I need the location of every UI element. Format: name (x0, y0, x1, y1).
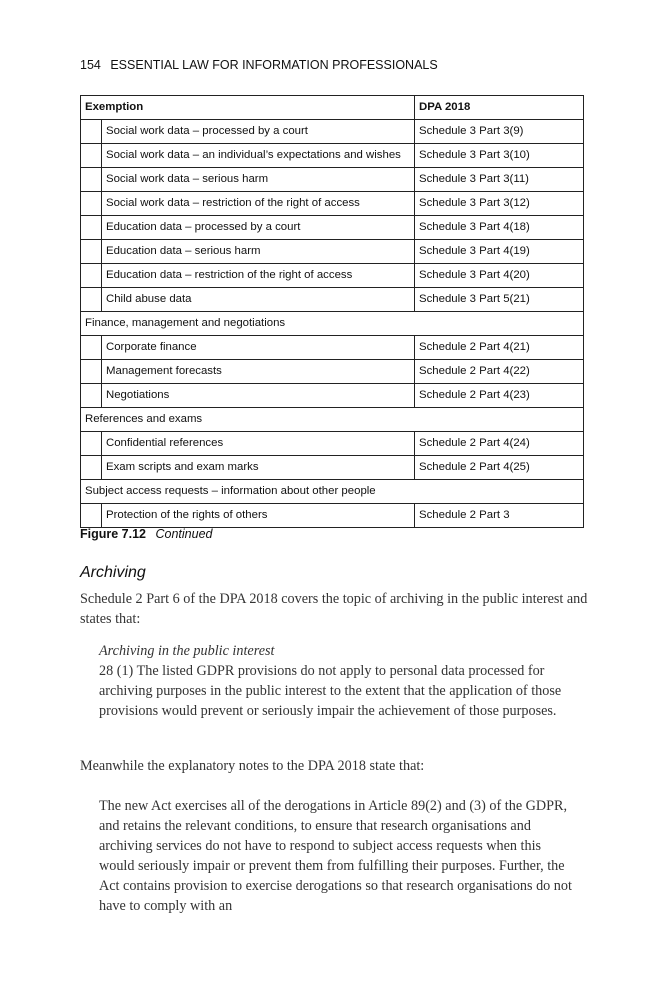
dpa-reference-cell: Schedule 3 Part 3(9) (415, 120, 584, 144)
dpa-reference-cell: Schedule 3 Part 4(18) (415, 216, 584, 240)
indent-cell (81, 336, 102, 360)
dpa-reference-cell: Schedule 2 Part 4(21) (415, 336, 584, 360)
dpa-reference-cell: Schedule 3 Part 4(20) (415, 264, 584, 288)
indent-cell (81, 168, 102, 192)
dpa-reference-cell: Schedule 3 Part 3(12) (415, 192, 584, 216)
running-title: ESSENTIAL LAW FOR INFORMATION PROFESSIONALS (110, 58, 438, 72)
figure-caption-text: Continued (155, 527, 213, 541)
indent-cell (81, 120, 102, 144)
dpa-reference-cell: Schedule 2 Part 4(25) (415, 456, 584, 480)
exemptions-table (80, 95, 584, 528)
indent-cell (81, 504, 102, 528)
exemption-cell: Education data – processed by a court (102, 216, 415, 240)
indent-cell (81, 456, 102, 480)
group-label: Subject access requests – information about other people (81, 480, 584, 504)
table-group-row (81, 408, 584, 432)
block-quote (99, 641, 579, 721)
figure-caption (80, 527, 212, 541)
dpa-reference-cell: Schedule 2 Part 4(22) (415, 360, 584, 384)
group-label: References and exams (81, 408, 584, 432)
table-row (81, 456, 584, 480)
quote-body: 28 (1) The listed GDPR provisions do not apply to personal data processed for archiving purposes in the public interest to the extent that the application of those provisions would prevent or seriously impair the achievement of those purposes. (99, 663, 562, 719)
exemption-cell: Social work data – restriction of the right of access (102, 192, 415, 216)
table-row (81, 144, 584, 168)
indent-cell (81, 384, 102, 408)
table-row (81, 192, 584, 216)
column-header-exemption: Exemption (81, 96, 415, 120)
indent-cell (81, 216, 102, 240)
table-row (81, 120, 584, 144)
exemption-cell: Education data – serious harm (102, 240, 415, 264)
group-label: Finance, management and negotiations (81, 312, 584, 336)
exemption-cell: Exam scripts and exam marks (102, 456, 415, 480)
dpa-reference-cell: Schedule 3 Part 4(19) (415, 240, 584, 264)
table-header-row (81, 96, 584, 120)
exemption-cell: Management forecasts (102, 360, 415, 384)
table-row (81, 504, 584, 528)
exemption-cell: Social work data – processed by a court (102, 120, 415, 144)
table-group-row (81, 312, 584, 336)
table-row (81, 384, 584, 408)
dpa-reference-cell: Schedule 2 Part 4(24) (415, 432, 584, 456)
indent-cell (81, 144, 102, 168)
table-row (81, 360, 584, 384)
indent-cell (81, 360, 102, 384)
dpa-reference-cell: Schedule 2 Part 3 (415, 504, 584, 528)
table-row (81, 264, 584, 288)
exemption-cell: Negotiations (102, 384, 415, 408)
exemption-cell: Social work data – serious harm (102, 168, 415, 192)
paragraph: Meanwhile the explanatory notes to the DPA 2018 state that: (80, 758, 425, 774)
exemption-cell: Confidential references (102, 432, 415, 456)
indent-cell (81, 264, 102, 288)
dpa-reference-cell: Schedule 3 Part 5(21) (415, 288, 584, 312)
block-quote: The new Act exercises all of the derogations in Article 89(2) and (3) of the GDPR, and retains the relevant conditions, to ensure that research organisations and archiving services do not have to respond to subject access requests when this would seriously impair or prevent them from fulfilling their purposes. Further, the Act contains provision to exercise derogations so that research organisations do not have to comply with an (99, 798, 572, 914)
dpa-reference-cell: Schedule 2 Part 4(23) (415, 384, 584, 408)
indent-cell (81, 288, 102, 312)
page-number: 154 (80, 58, 101, 72)
paragraph: Schedule 2 Part 6 of the DPA 2018 covers the topic of archiving in the public interest and states that: (80, 591, 588, 627)
table-row (81, 336, 584, 360)
indent-cell (81, 432, 102, 456)
table-row (81, 240, 584, 264)
exemption-cell: Protection of the rights of others (102, 504, 415, 528)
dpa-reference-cell: Schedule 3 Part 3(11) (415, 168, 584, 192)
indent-cell (81, 240, 102, 264)
dpa-reference-cell: Schedule 3 Part 3(10) (415, 144, 584, 168)
running-header (80, 58, 438, 72)
column-header-dpa: DPA 2018 (415, 96, 584, 120)
table-row (81, 432, 584, 456)
indent-cell (81, 192, 102, 216)
exemption-cell: Education data – restriction of the right of access (102, 264, 415, 288)
exemption-cell: Corporate finance (102, 336, 415, 360)
section-heading: Archiving (80, 564, 146, 581)
exemption-cell: Social work data – an individual’s expectations and wishes (102, 144, 415, 168)
figure-number: Figure 7.12 (80, 527, 146, 541)
table-row (81, 288, 584, 312)
exemption-cell: Child abuse data (102, 288, 415, 312)
table-row (81, 168, 584, 192)
quote-title: Archiving in the public interest (99, 643, 275, 659)
table-group-row (81, 480, 584, 504)
table-row (81, 216, 584, 240)
